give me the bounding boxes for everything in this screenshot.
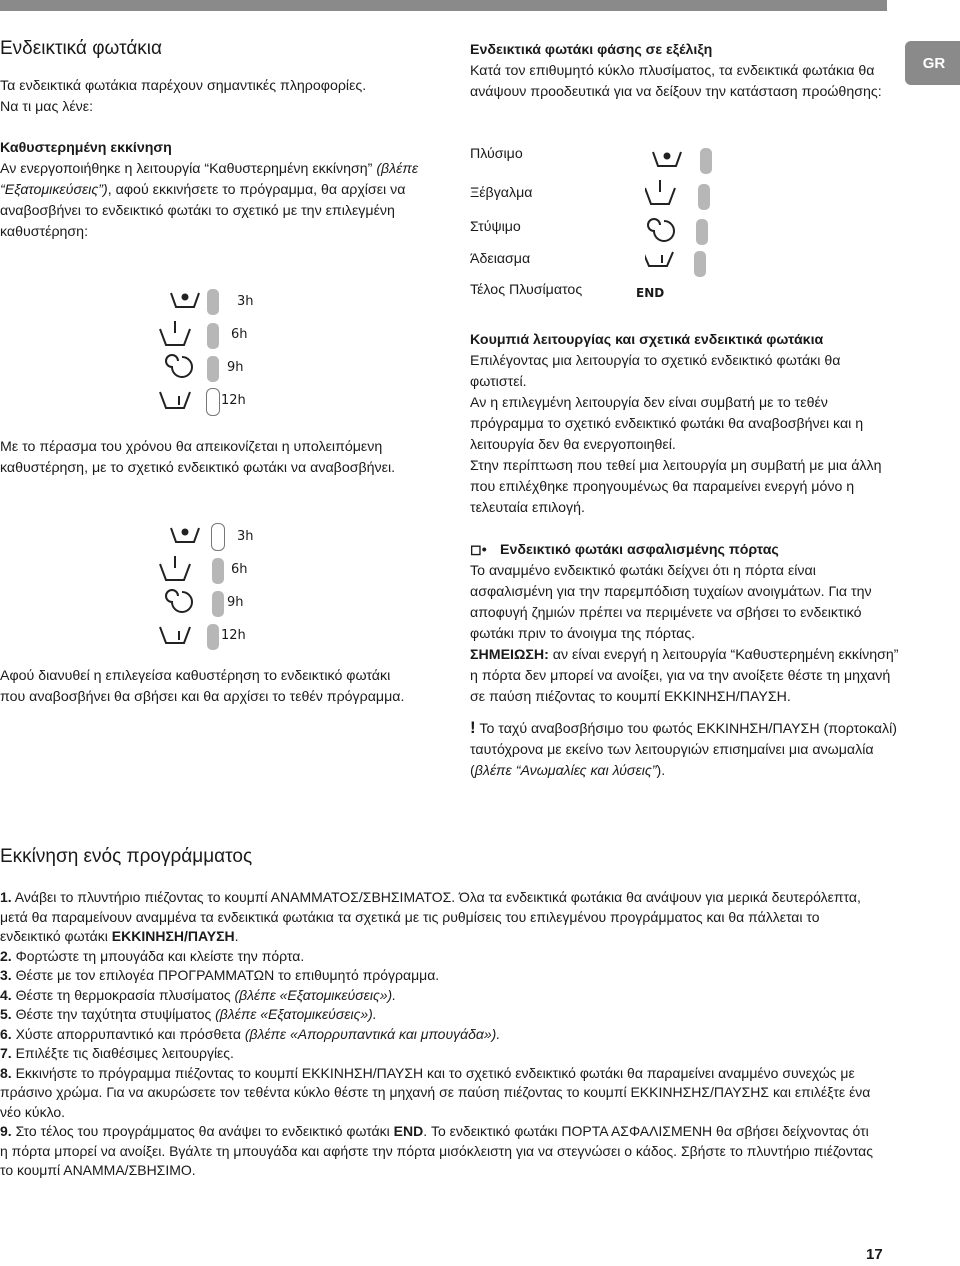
key-icon: ◻•: [470, 542, 487, 558]
spin-icon: [166, 355, 192, 377]
page-number: 17: [866, 1246, 883, 1263]
delay-light-12h: [207, 624, 219, 650]
delay-light-3h-blinking: [212, 524, 224, 550]
delay-label-6h: 6h: [231, 562, 248, 577]
door-note: ΣΗΜΕΙΩΣΗ: αν είναι ενεργή η λειτουργία “Καθυστερημένη εκκίνηση” η πόρτα δεν μπορεί να ανοίξει, για να την ανοίξετε θέστε τη μηχανή σε παύση πιέζοντας το κουμπί ΕΚΚΙΝΗΣΗ/ΠΑΥΣΗ.: [470, 647, 899, 705]
right-column: [470, 40, 900, 103]
delay-label-12h: 12h: [221, 628, 246, 643]
phase-rinse: Ξέβγαλμα: [470, 185, 533, 201]
warning-icon: !: [470, 718, 476, 737]
phase-end: Τέλος Πλυσίματος: [470, 282, 583, 298]
buttons-text-2: Αν η επιλεγμένη λειτουργία δεν είναι συμβατή με το τεθέν πρόγραμμα το σχετικό ενδεικτικό φωτάκι θα αναβοσβήνει και η λειτουργία δεν θα ενεργοποιηθεί.: [470, 395, 864, 453]
phase-light-spin: [696, 219, 708, 245]
delay-light-3h: [207, 289, 219, 315]
buttons-section: [470, 330, 900, 519]
delay-indicator-panel-2: [155, 520, 275, 650]
steps-list: [0, 888, 880, 1181]
step-item: 4. Θέστε τη θερμοκρασία πλυσίματος (βλέπε «Εξατομικεύσεις»).: [0, 986, 397, 1003]
delay-label-9h: 9h: [227, 360, 244, 375]
end-indicator: END: [636, 286, 665, 300]
wash-icon-dot: [183, 295, 188, 300]
intro-text: Τα ενδεικτικά φωτάκια παρέχουν σημαντικές πληροφορίες.: [0, 78, 367, 94]
phase-light-drain: [694, 251, 706, 277]
buttons-text-1: Επιλέγοντας μια λειτουργία το σχετικό ενδεικτικό φωτάκι θα φωτιστεί.: [470, 353, 841, 390]
remaining-delay-text: Με το πέρασμα του χρόνου θα απεικονίζεται η υπολειπόμενη καθυστέρηση, με το σχετικό ενδεικτικό φωτάκι να αναβοσβήνει.: [0, 439, 396, 476]
phase-text: Κατά τον επιθυμητό κύκλο πλυσίματος, τα ενδεικτικά φωτάκια θα ανάψουν προοδευτικά για να δείξουν την κατάσταση προώθησης:: [470, 63, 882, 100]
delay-light-6h: [212, 558, 224, 584]
phase-light-rinse: [698, 184, 710, 210]
step-item: 2. Φορτώστε τη μπουγάδα και κλείστε την πόρτα.: [0, 947, 305, 964]
door-heading: ◻• Ενδεικτικό φωτάκι ασφαλισμένης πόρτας: [470, 540, 900, 561]
section-title: Ενδεικτικά φωτάκια: [0, 38, 163, 59]
delay-light-6h: [207, 323, 219, 349]
delay-indicator-panel-1: [155, 285, 275, 415]
delay-text: Αν ενεργοποιήθηκε η λειτουργία “Καθυστερημένη εκκίνηση” (βλέπε “Εξατομικεύσεις”), αφού εκκινήσετε το πρόγραμμα, θα αρχίσει να αναβοσβήνει το ενδεικτικό φωτάκι το σχετικό με την επιλεγμένη καθυστέρηση:: [0, 161, 419, 240]
top-bar: [0, 0, 887, 11]
delay-end-text: Αφού διανυθεί η επιλεγείσα καθυστέρηση το ενδεικτικό φωτάκι που αναβοσβήνει θα σβήσει και θα αρχίσει το τεθέν πρόγραμμα.: [0, 668, 405, 705]
step-item: 5. Θέστε την ταχύτητα στυψίματος (βλέπε «Εξατομικεύσεις»).: [0, 1006, 377, 1022]
left-column: [0, 38, 420, 243]
phase-heading: Ενδεικτικά φωτάκι φάσης σε εξέλιξη: [470, 42, 713, 58]
delay-label-6h: 6h: [231, 327, 248, 342]
language-tab: GR: [905, 41, 960, 85]
drain-icon: [160, 392, 190, 408]
phase-drain: Άδειασμα: [470, 251, 531, 267]
step-item: 9. Στο τέλος του προγράμματος θα ανάψει το ενδεικτικό φωτάκι END. Το ενδεικτικό φωτάκι ΠΟΡΤΑ ΑΣΦΑΛΙΣΜΕΝΗ θα σβήσει δείχνοντας ότι η πόρτα μπορεί να ανοίξει. Βγάλτε τη μπουγάδα και αφήστε την πόρτα μισόκλειστη για να στεγνώσει ο κάδος. Σβήστε το πλυντήριο πιέζοντας το κουμπί ΑΝΑΜΜΑ/ΣΒΗΣΙΜΟ.: [0, 1123, 874, 1178]
phase-wash: Πλύσιμο: [470, 146, 523, 162]
delay-light-12h: [207, 389, 219, 415]
step-item: 7. Επιλέξτε τις διαθέσιμες λειτουργίες.: [0, 1045, 234, 1061]
start-program-section: [0, 846, 880, 1181]
delay-label-9h: 9h: [227, 595, 244, 610]
start-title: Εκκίνηση ενός προγράμματος: [0, 846, 253, 867]
buttons-text-3: Στην περίπτωση που τεθεί μια λειτουργία μη συμβατή με μια άλλη που επιλέχθηκε προηγουμένως θα παραμείνει ενεργή μόνο η τελευταία επιλογή.: [470, 458, 882, 516]
buttons-heading: Κουμπιά λειτουργίας και σχετικά ενδεικτικά φωτάκια: [470, 332, 824, 348]
delay-light-9h: [207, 356, 219, 382]
delay-heading: Καθυστερημένη εκκίνηση: [0, 140, 172, 156]
step-item: 3. Θέστε με τον επιλογέα ΠΡΟΓΡΑΜΜΑΤΩΝ το επιθυμητό πρόγραμμα.: [0, 967, 440, 983]
delay-label-12h: 12h: [221, 393, 246, 408]
phase-light-wash: [700, 148, 712, 174]
phase-spin: Στύψιμο: [470, 219, 521, 235]
delay-light-9h: [212, 591, 224, 617]
warning-text: ! Το ταχύ αναβοσβήσιμο του φωτός ΕΚΚΙΝΗΣΗ/ΠΑΥΣΗ (πορτοκαλί) ταυτόχρονα με εκείνο των λειτουργιών επισημαίνει μια ανωμαλία (βλέπε “Ανωμαλίες και λύσεις”).: [470, 718, 897, 779]
delay-label-3h: 3h: [237, 294, 254, 309]
step-item: 8. Εκκινήστε το πρόγραμμα πιέζοντας το κουμπί ΕΚΚΙΝΗΣΗ/ΠΑΥΣΗ και το σχετικό ενδεικτικό φωτάκι θα παραμείνει αναμμένο συνεχώς με πράσινο χρώμα. Για να ακυρώσετε τον τεθέντα κύκλο θέστε τη μηχανή σε παύση πιέζοντας το κουμπί ΕΚΚΙΝΗΣΗΣ/ΠΑΥΣΗΣ και επιλέξτε ένα νέο κύκλο.: [0, 1064, 871, 1120]
rinse-icon: [160, 321, 190, 345]
delay-label-3h: 3h: [237, 529, 254, 544]
intro-text-2: Να τι μας λένε:: [0, 99, 94, 115]
door-text: Το αναμμένο ενδεικτικό φωτάκι δείχνει ότι η πόρτα είναι ασφαλισμένη για την παρεμπόδιση τυχαίων ανοιγμάτων. Για την αποφυγή ζημιών πρέπει να περιμένετε να σβήσει το ενδεικτικό φωτάκι πριν το άνοιγμα της πόρτας.: [470, 563, 872, 642]
door-section: [470, 540, 900, 782]
step-item: 1. Ανάβει το πλυντήριο πιέζοντας το κουμπί ΑΝΑΜΜΑΤΟΣ/ΣΒΗΣΙΜΑΤΟΣ. Όλα τα ενδεικτικά φωτάκια θα ανάψουν για μερικά δευτερόλεπτα, μετά θα παραμείνουν αναμμένα τα ενδεικτικά φωτάκια τα σχετικά με τις ρυθμίσεις του επιλεγμένου προγράμματος και θα πάλλεται το ενδεικτικό φωτάκι ΕΚΚΙΝΗΣΗ/ΠΑΥΣΗ.: [0, 889, 861, 944]
step-item: 6. Χύστε απορρυπαντικό και πρόσθετα (βλέπε «Απορρυπαντικά και μπουγάδα»).: [0, 1025, 501, 1042]
